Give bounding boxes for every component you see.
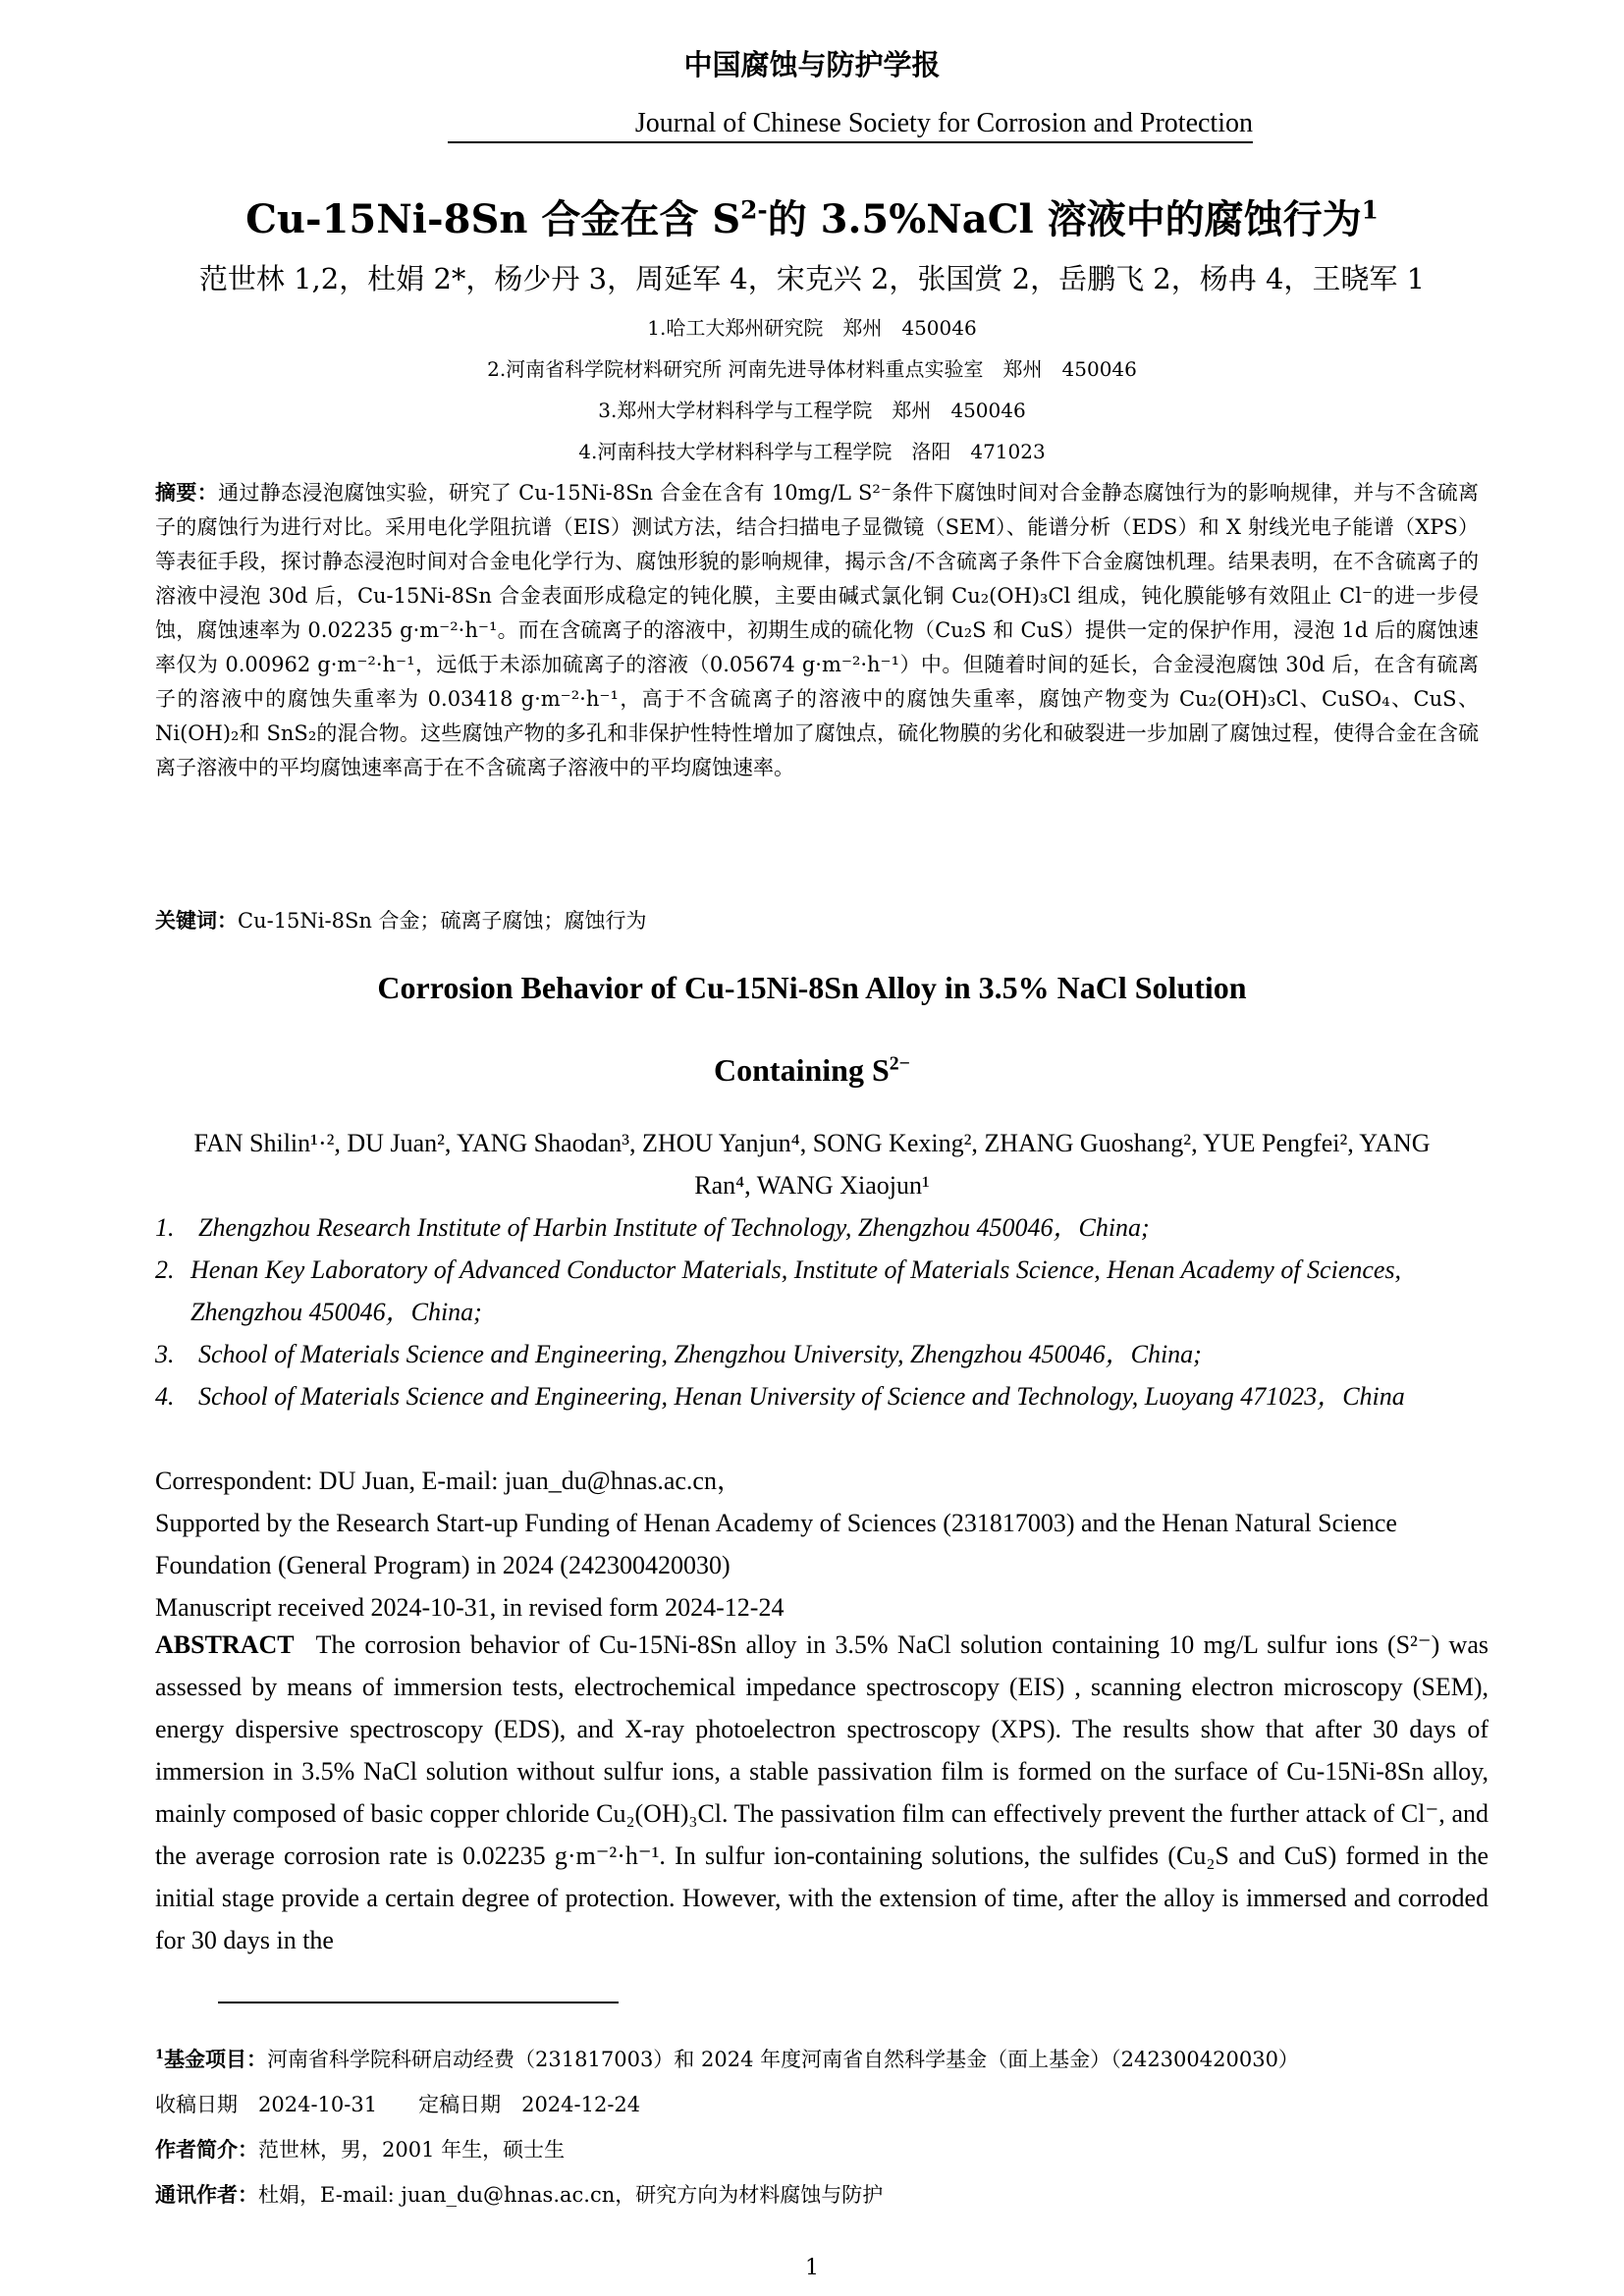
- affiliation-cn: 4.河南科技大学材料科学与工程学院 洛阳 471023: [578, 440, 1046, 463]
- abstract-cn: [155, 475, 1479, 785]
- affiliation-en-number: 1.: [155, 1213, 175, 1242]
- title-cn-main: Cu-15Ni-8Sn 合金在含 S: [245, 196, 741, 242]
- author-list-cn: 范世林 1,2，杜娟 2*，杨少丹 3，周延军 4，宋克兴 2，张国赏 2，岳鹏飞 2，杨冉 4，王晓军 1: [198, 262, 1426, 295]
- affiliation-en-text: Henan Key Laboratory of Advanced Conductor Materials, Institute of Materials Science, Henan Academy of Sciences, Zhengzhou 450046，China;: [190, 1255, 1402, 1326]
- keywords-cn: [155, 905, 1479, 934]
- title-en-sup: 2−: [889, 1052, 910, 1075]
- affiliation-cn: 2.河南省科学院材料研究所 河南先进导体材料重点实验室 郑州 450046: [487, 357, 1137, 381]
- footnote-author-label: 作者简介：: [155, 2137, 258, 2162]
- affiliation-en-number: 4.: [155, 1382, 175, 1411]
- affiliation-en-text: School of Materials Science and Engineering, Zhengzhou University, Zhengzhou 450046，China;: [198, 1340, 1202, 1368]
- affiliation-en: [155, 1249, 1490, 1333]
- journal-name-en: Journal of Chinese Society for Corrosion and Protection: [448, 108, 1253, 143]
- paper-title-en-line1: Corrosion Behavior of Cu-15Ni-8Sn Alloy in 3.5% NaCl Solution: [377, 970, 1247, 1005]
- affiliation-en-number: 2.: [155, 1255, 175, 1284]
- abstract-cn-label: 摘要：: [155, 480, 219, 505]
- footnote-funding: [155, 2044, 1489, 2073]
- footnote-dates: 收稿日期 2024-10-31 定稿日期 2024-12-24: [155, 2093, 641, 2116]
- title-footnote-mark: 1: [1361, 195, 1379, 225]
- footnote-author: [155, 2134, 1489, 2163]
- abstract-en: [155, 1624, 1489, 1961]
- keywords-cn-text: Cu-15Ni-8Sn 合金；硫离子腐蚀；腐蚀行为: [238, 909, 647, 933]
- affiliation-cn: 1.哈工大郑州研究院 郑州 450046: [647, 316, 977, 340]
- author-list-en: FAN Shilin¹·², DU Juan², YANG Shaodan³, ZHOU Yanjun⁴, SONG Kexing², ZHANG Guoshang², YUE Pengfei², YANG Ran⁴, WANG Xiaojun¹: [193, 1129, 1431, 1200]
- footnote-divider: [218, 2002, 619, 2003]
- journal-name-cn: 中国腐蚀与防护学报: [683, 48, 941, 81]
- affiliation-en-number: 3.: [155, 1340, 175, 1368]
- paper-title-en-line2: [0, 1052, 1624, 1089]
- paper-title-cn: [0, 188, 1624, 244]
- manuscript-dates: Manuscript received 2024-10-31, in revised form 2024-12-24: [155, 1593, 785, 1622]
- affiliation-en: [155, 1333, 1490, 1375]
- affiliation-en: [155, 1375, 1490, 1417]
- footnote-corresponding-label: 通讯作者：: [155, 2182, 258, 2207]
- footnote-corresponding: [155, 2179, 1489, 2209]
- abstract-cn-text: 通过静态浸泡腐蚀实验，研究了 Cu-15Ni-8Sn 合金在含有 10mg/L S²⁻条件下腐蚀时间对合金静态腐蚀行为的影响规律，并与不含硫离子的腐蚀行为进行对比。采用电化学阻抗谱（EIS）测试方法，结合扫描电子显微镜（SEM）、能谱分析（EDS）和 X 射线光电子能谱（XPS）等表征手段，探讨静态浸泡时间对合金电化学行为、腐蚀形貌的影响规律，揭示含/不含硫离子条件下合金腐蚀机理。结果表明，在不含硫离子的溶液中浸泡 30d 后，Cu-15Ni-8Sn 合金表面形成稳定的钝化膜，主要由碱式氯化铜 Cu₂(OH)₃Cl 组成，钝化膜能够有效阻止 Cl⁻的进一步侵蚀，腐蚀速率为 0.02235 g·m⁻²·h⁻¹。而在含硫离子的溶液中，初期生成的硫化物（Cu₂S 和 CuS）提供一定的保护作用，浸泡 1d 后的腐蚀速率仅为 0.00962 g·m⁻²·h⁻¹，远低于未添加硫离子的溶液（0.05674 g·m⁻²·h⁻¹）中。但随着时间的延长，合金浸泡腐蚀 30d 后，在含有硫离子的溶液中的腐蚀失重率为 0.03418 g·m⁻²·h⁻¹，高于不含硫离子的溶液中的腐蚀失重率，腐蚀产物变为 Cu₂(OH)₃Cl、CuSO₄、CuS、Ni(OH)₂和 SnS₂的混合物。这些腐蚀产物的多孔和非保护性特性增加了腐蚀点，硫化物膜的劣化和破裂进一步加剧了腐蚀过程，使得合金在含硫离子溶液中的平均腐蚀速率高于在不含硫离子溶液中的平均腐蚀速率。: [155, 481, 1480, 779]
- footnote-funding-text: 河南省科学院科研启动经费（231817003）和 2024 年度河南省自然科学基金（面上基金）（242300420030）: [267, 2048, 1299, 2071]
- footnote-author-text: 范世林，男，2001 年生，硕士生: [258, 2138, 566, 2162]
- footnote-funding-label: 基金项目：: [164, 2047, 268, 2071]
- affiliation-en-text: Zhengzhou Research Institute of Harbin Institute of Technology, Zhengzhou 450046，China;: [198, 1213, 1150, 1242]
- correspondent: Correspondent: DU Juan, E-mail: juan_du@hnas.ac.cn，: [155, 1467, 742, 1495]
- title-cn-sup: 2-: [740, 195, 768, 225]
- abstract-en-text: The corrosion behavior of Cu-15Ni-8Sn alloy in 3.5% NaCl solution containing 10 mg/L sulfur ions (S²⁻) was assessed by means of immersion tests, electrochemical impedance spectroscopy (EIS) , scanning electron microscopy (SEM), energy dispersive spectroscopy (EDS), and X-ray photoelectron spectroscopy (XPS). The results show that after 30 days of immersion in 3.5% NaCl solution without sulfur ions, a stable passivation film is formed on the surface of Cu-15Ni-8Sn alloy, mainly composed of basic copper chloride Cu₂(OH)₃Cl. The passivation film can effectively prevent the further attack of Cl⁻, and the average corrosion rate is 0.02235 g·m⁻²·h⁻¹. In sulfur ion-containing solutions, the sulfides (Cu₂S and CuS) formed in the initial stage provide a certain degree of protection. However, with the extension of time, after the alloy is immersed and corroded for 30 days in the: [155, 1630, 1489, 1954]
- affiliation-en: [155, 1206, 1490, 1249]
- footnote-mark: 1: [155, 2048, 165, 2062]
- affiliation-cn: 3.郑州大学材料科学与工程学院 郑州 450046: [598, 399, 1026, 422]
- title-cn-rest: 的 3.5%NaCl 溶液中的腐蚀行为: [767, 196, 1362, 242]
- footnote-corresponding-text: 杜娟，E-mail: juan_du@hnas.ac.cn，研究方向为材料腐蚀与防护: [258, 2183, 884, 2207]
- abstract-en-label: ABSTRACT: [155, 1630, 295, 1659]
- funding-statement: Supported by the Research Start-up Funding of Henan Academy of Sciences (231817003) and the Henan Natural Science Foundation (General Program) in 2024 (242300420030): [155, 1509, 1397, 1579]
- affiliation-en-text: School of Materials Science and Engineering, Henan University of Science and Technology, Luoyang 471023，China: [198, 1382, 1405, 1411]
- page-number: 1: [805, 2256, 819, 2280]
- title-en-line2-text: Containing S: [714, 1052, 890, 1088]
- keywords-cn-label: 关键词：: [155, 908, 238, 933]
